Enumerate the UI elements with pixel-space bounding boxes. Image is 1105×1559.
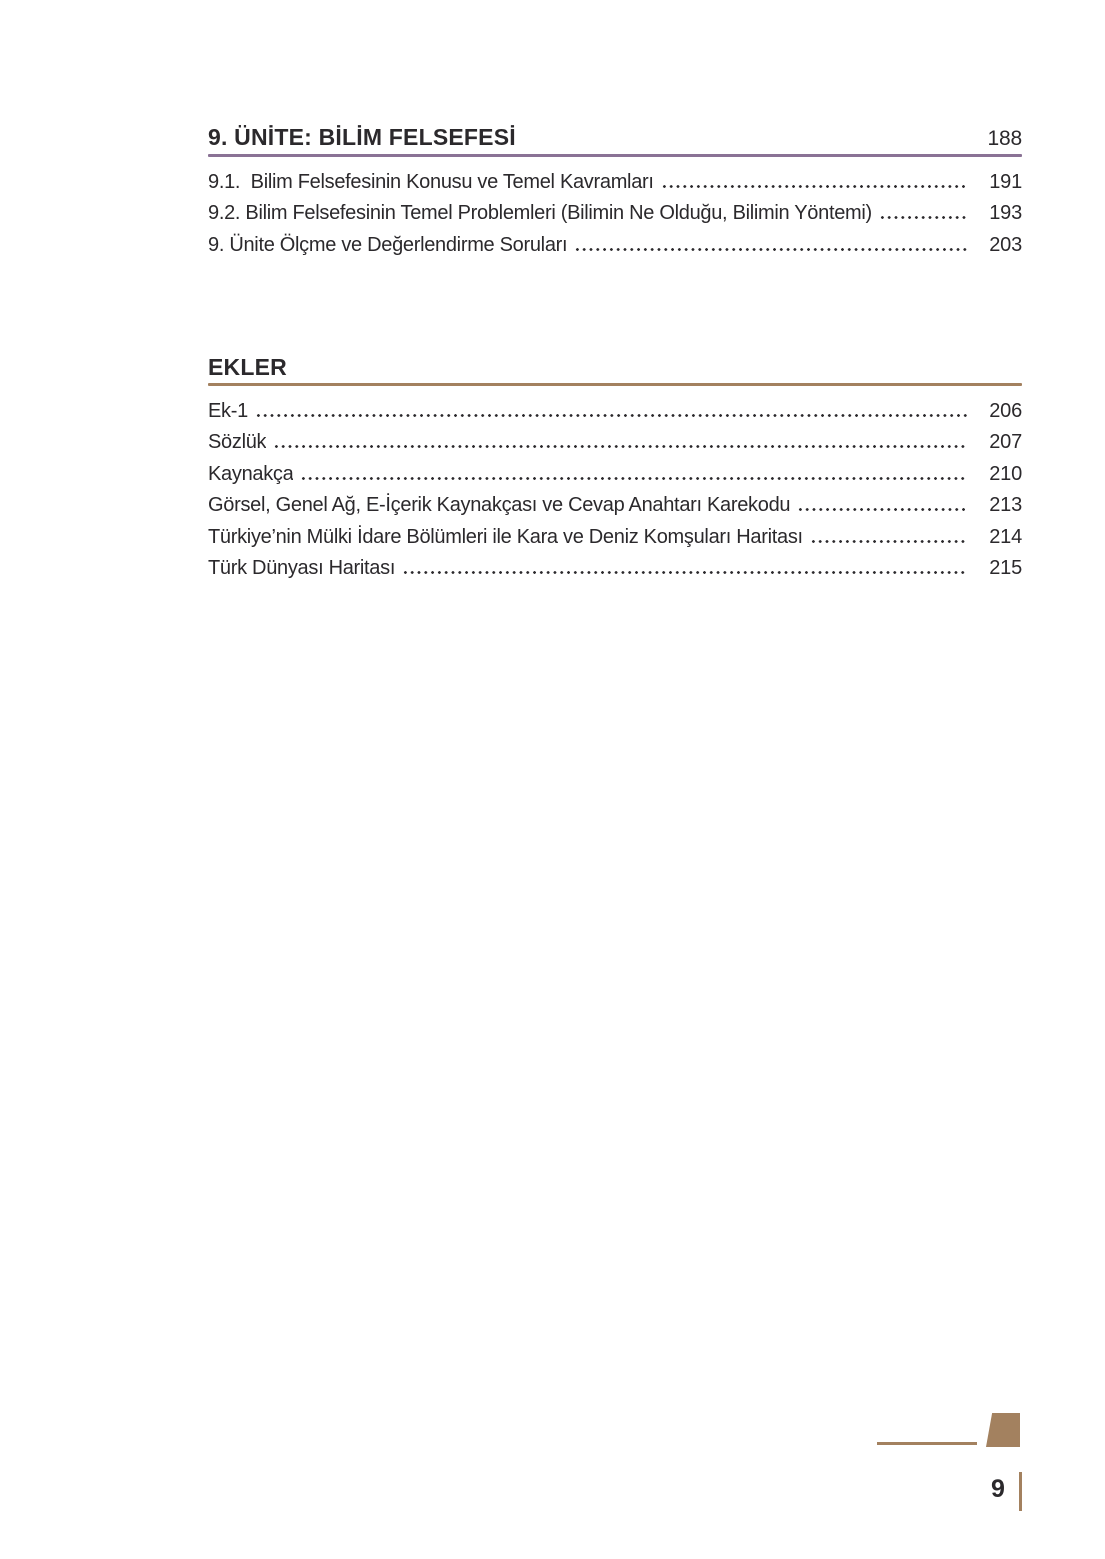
toc-entry-page-number: 210 (989, 462, 1022, 485)
toc-entry-label: Türkiye’nin Mülki İdare Bölümleri ile Kara ve Deniz Komşuları Haritası (208, 525, 803, 548)
unit-section-header (208, 124, 1022, 152)
toc-entry-page-number: 193 (989, 202, 1022, 225)
toc-entry (208, 459, 1022, 490)
unit-section-divider (208, 154, 1022, 157)
toc-entry-label: 9.1. Bilim Felsefesinin Konusu ve Temel Kavramları (208, 171, 654, 193)
dot-leader (402, 571, 968, 574)
appendix-section-header (208, 354, 1022, 381)
dot-leader (273, 445, 968, 448)
toc-entry (208, 522, 1022, 553)
page-number-divider (1019, 1472, 1022, 1511)
dot-leader (300, 477, 968, 480)
unit-section-title: 9. ÜNİTE: BİLİM FELSEFESİ (208, 124, 516, 150)
toc-entry (208, 553, 1022, 584)
unit-section (208, 124, 1022, 261)
toc-entry-page-number: 213 (989, 494, 1022, 517)
toc-entry-label: Ek-1 (208, 400, 248, 422)
unit-toc-list (208, 167, 1022, 261)
toc-entry (208, 167, 1022, 198)
toc-entry-page-number: 207 (989, 431, 1022, 454)
footer-trapezoid-mark (986, 1413, 1020, 1447)
dot-leader (661, 185, 968, 188)
toc-entry (208, 427, 1022, 458)
appendix-toc-list (208, 396, 1022, 584)
footer-rule (877, 1442, 977, 1445)
toc-entry-label: Türk Dünyası Haritası (208, 557, 396, 580)
dot-leader (797, 508, 968, 511)
dot-leader (879, 216, 968, 219)
toc-entry-page-number: 215 (989, 557, 1022, 580)
toc-entry-page-number: 203 (989, 233, 1022, 256)
toc-entry-label: 9. Ünite Ölçme ve Değerlendirme Soruları (208, 233, 568, 256)
dot-leader (255, 414, 968, 417)
toc-entry (208, 230, 1022, 261)
toc-entry (208, 396, 1022, 427)
page-number: 9 (991, 1475, 1005, 1503)
toc-entry-page-number: 191 (989, 171, 1022, 193)
toc-entry-label: Görsel, Genel Ağ, E-İçerik Kaynakçası ve Cevap Anahtarı Karekodu (208, 494, 791, 517)
toc-entry-label: Kaynakça (208, 462, 294, 485)
appendix-section-title: EKLER (208, 354, 287, 380)
appendix-section (208, 354, 1022, 584)
dot-leader (574, 248, 968, 251)
unit-section-page-number: 188 (987, 127, 1022, 150)
dot-leader (810, 540, 968, 543)
toc-entry-label: 9.2. Bilim Felsefesinin Temel Problemleri (Bilimin Ne Olduğu, Bilimin Yöntemi) (208, 202, 872, 225)
toc-entry-label: Sözlük (208, 431, 267, 454)
toc-entry-page-number: 206 (989, 400, 1022, 422)
toc-entry (208, 490, 1022, 521)
appendix-section-divider (208, 383, 1022, 386)
toc-entry-page-number: 214 (989, 525, 1022, 548)
toc-entry (208, 198, 1022, 229)
